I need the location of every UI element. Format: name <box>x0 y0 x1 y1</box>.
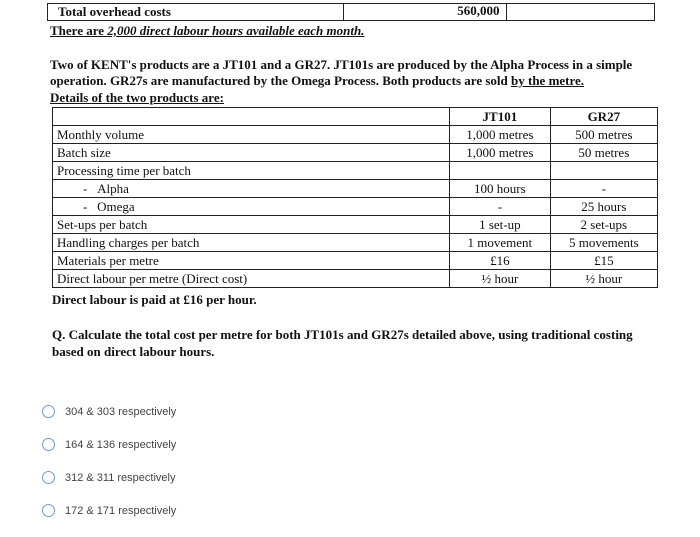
row-jt101: - <box>450 198 551 216</box>
option-label: 312 & 311 respectively <box>65 471 176 484</box>
dl-suffix: available each month. <box>243 23 365 38</box>
row-gr27: 500 metres <box>550 126 657 144</box>
answer-options <box>42 395 176 527</box>
table-row <box>53 234 658 252</box>
option-3[interactable] <box>42 461 176 494</box>
option-1[interactable] <box>42 395 176 428</box>
option-2[interactable] <box>42 428 176 461</box>
row-gr27 <box>550 162 657 180</box>
table-row <box>53 270 658 288</box>
row-gr27: 2 set-ups <box>550 216 657 234</box>
row-jt101: 100 hours <box>450 180 551 198</box>
dl-amount: 2,000 direct labour hours <box>107 23 244 38</box>
overhead-table <box>47 3 655 21</box>
intro-underlined: by the metre. <box>511 73 585 88</box>
row-label: - Omega <box>53 198 450 216</box>
row-jt101: 1,000 metres <box>450 126 551 144</box>
row-gr27: 50 metres <box>550 144 657 162</box>
row-jt101 <box>450 162 551 180</box>
details-heading: Details of the two products are: <box>50 90 224 105</box>
row-label: Processing time per batch <box>53 162 450 180</box>
row-gr27: - <box>550 180 657 198</box>
row-jt101: ½ hour <box>450 270 551 288</box>
radio-button[interactable] <box>42 471 55 484</box>
row-label: - Alpha <box>53 180 450 198</box>
direct-labour-availability <box>50 23 364 39</box>
radio-button[interactable] <box>42 504 55 517</box>
overhead-empty-cell <box>507 4 654 20</box>
intro-paragraph <box>50 57 670 89</box>
overhead-label: Total overhead costs <box>48 4 344 20</box>
intro-text: Two of KENT's products are a JT101 and a GR27. JT101s are produced by the Alpha Process in a simple operation. GR27s are manufactured by the Omega Process. Both products are sold <box>50 57 633 88</box>
labour-rate-note: Direct labour is paid at £16 per hour. <box>52 292 257 307</box>
table-row <box>53 180 658 198</box>
row-label: Set-ups per batch <box>53 216 450 234</box>
option-label: 172 & 171 respectively <box>65 504 177 517</box>
table-row <box>53 162 658 180</box>
row-label: Batch size <box>53 144 450 162</box>
row-label: Monthly volume <box>53 126 450 144</box>
row-label-text: Omega <box>97 199 135 214</box>
overhead-value: 560,000 <box>344 4 506 20</box>
row-jt101: 1 set-up <box>450 216 551 234</box>
product-details-table <box>52 107 658 288</box>
table-row <box>53 198 658 216</box>
question-text: Q. Calculate the total cost per metre for both JT101s and GR27s detailed above, using traditional costing based on direct labour hours. <box>52 327 633 359</box>
table-row <box>53 126 658 144</box>
row-gr27: 5 movements <box>550 234 657 252</box>
row-label: Direct labour per metre (Direct cost) <box>53 270 450 288</box>
table-row <box>53 216 658 234</box>
radio-button[interactable] <box>42 438 55 451</box>
row-label: Materials per metre <box>53 252 450 270</box>
radio-button[interactable] <box>42 405 55 418</box>
option-label: 164 & 136 respectively <box>65 438 177 451</box>
row-gr27: 25 hours <box>550 198 657 216</box>
row-gr27: £15 <box>550 252 657 270</box>
table-row <box>53 144 658 162</box>
row-jt101: 1,000 metres <box>450 144 551 162</box>
header-jt101: JT101 <box>450 108 551 126</box>
option-label: 304 & 303 respectively <box>65 405 177 418</box>
row-label: Handling charges per batch <box>53 234 450 252</box>
row-jt101: £16 <box>450 252 551 270</box>
header-empty-cell <box>53 108 450 126</box>
table-header-row <box>53 108 658 126</box>
row-jt101: 1 movement <box>450 234 551 252</box>
row-gr27: ½ hour <box>550 270 657 288</box>
row-label-text: Alpha <box>97 181 129 196</box>
table-row <box>53 252 658 270</box>
option-4[interactable] <box>42 494 176 527</box>
header-gr27: GR27 <box>550 108 657 126</box>
dl-prefix: There are <box>50 23 108 38</box>
